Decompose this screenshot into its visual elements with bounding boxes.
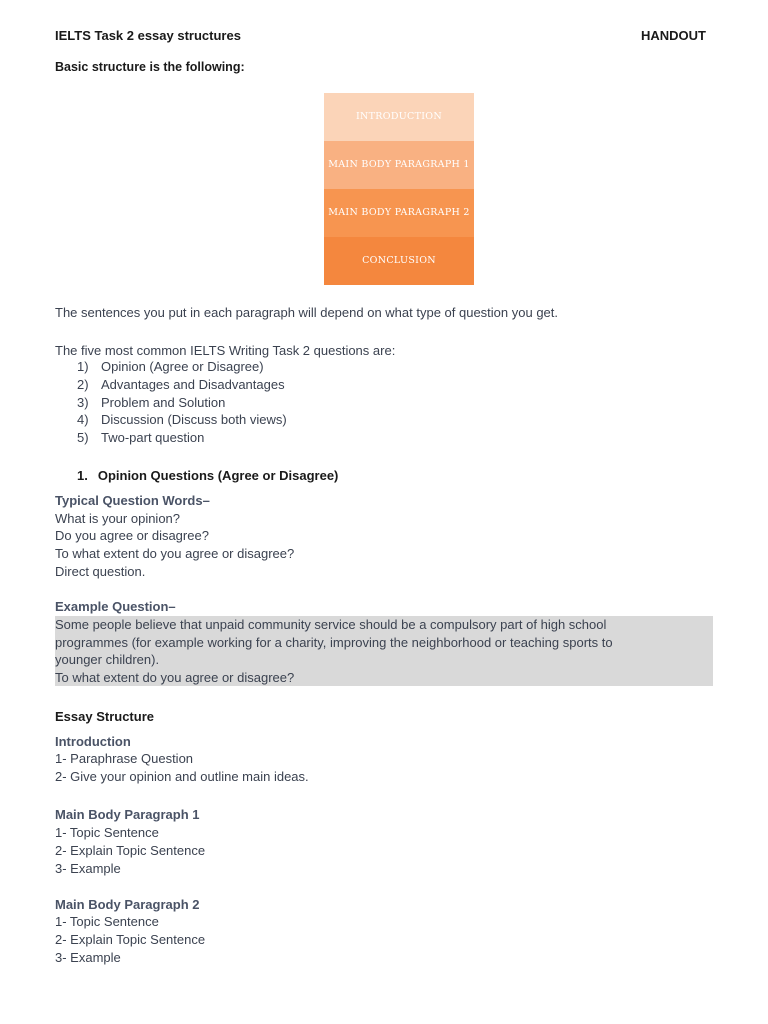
typical-question-4: Direct question.: [55, 564, 146, 579]
common-questions-lead: The five most common IELTS Writing Task 2 questions are:: [55, 343, 396, 358]
typical-question-1: What is your opinion?: [55, 511, 181, 526]
block-conclusion: CONCLUSION: [324, 237, 474, 285]
example-question-text: Some people believe that unpaid community service should be a compulsory part of high school programmes (for example working for a charity, improving the neighborhood or teaching sports to younger children). To what extent do you agree or disagree?: [55, 617, 613, 685]
mbp1-item-3: 3- Example: [55, 861, 121, 876]
introduction-item-1: 1- Paraphrase Question: [55, 751, 194, 766]
introduction-item-2: 2- Give your opinion and outline main ideas.: [55, 769, 309, 784]
list-item: 5) Two-part question: [77, 430, 205, 446]
mbp1-item-1: 1- Topic Sentence: [55, 825, 159, 840]
list-item: 4) Discussion (Discuss both views): [77, 412, 287, 428]
mbp2-item-1: 1- Topic Sentence: [55, 914, 159, 929]
list-item: 3) Problem and Solution: [77, 394, 226, 410]
introduction-label: Introduction: [55, 734, 131, 749]
typical-question-3: To what extent do you agree or disagree?: [55, 546, 295, 561]
mbp2-label: Main Body Paragraph 2: [55, 897, 200, 912]
essay-structure-diagram: [324, 93, 474, 285]
handout-tag: HANDOUT: [641, 28, 706, 43]
block-main-body-1: MAIN BODY PARAGRAPH 1: [324, 141, 474, 189]
mbp1-item-2: 2- Explain Topic Sentence: [55, 843, 206, 858]
list-item: 2) Advantages and Disadvantages: [77, 376, 285, 392]
basic-structure-label: Basic structure is the following:: [55, 60, 245, 74]
document-title: IELTS Task 2 essay structures: [55, 28, 241, 43]
mbp1-label: Main Body Paragraph 1: [55, 807, 200, 822]
page-header: [55, 28, 706, 44]
block-introduction: INTRODUCTION: [324, 93, 474, 141]
intro-sentence: The sentences you put in each paragraph will depend on what type of question you get.: [55, 305, 559, 320]
list-item: 1) Opinion (Agree or Disagree): [77, 359, 264, 374]
typical-question-2: Do you agree or disagree?: [55, 528, 209, 543]
typical-question-label: Typical Question Words–: [55, 493, 210, 508]
common-questions-list: [55, 358, 287, 447]
block-main-body-2: MAIN BODY PARAGRAPH 2: [324, 189, 474, 237]
example-question-label: Example Question–: [55, 599, 176, 614]
essay-structure-heading: Essay Structure: [55, 709, 154, 724]
mbp2-item-2: 2- Explain Topic Sentence: [55, 932, 206, 947]
mbp2-item-3: 3- Example: [55, 950, 121, 965]
section-heading: 1. Opinion Questions (Agree or Disagree): [77, 468, 339, 483]
